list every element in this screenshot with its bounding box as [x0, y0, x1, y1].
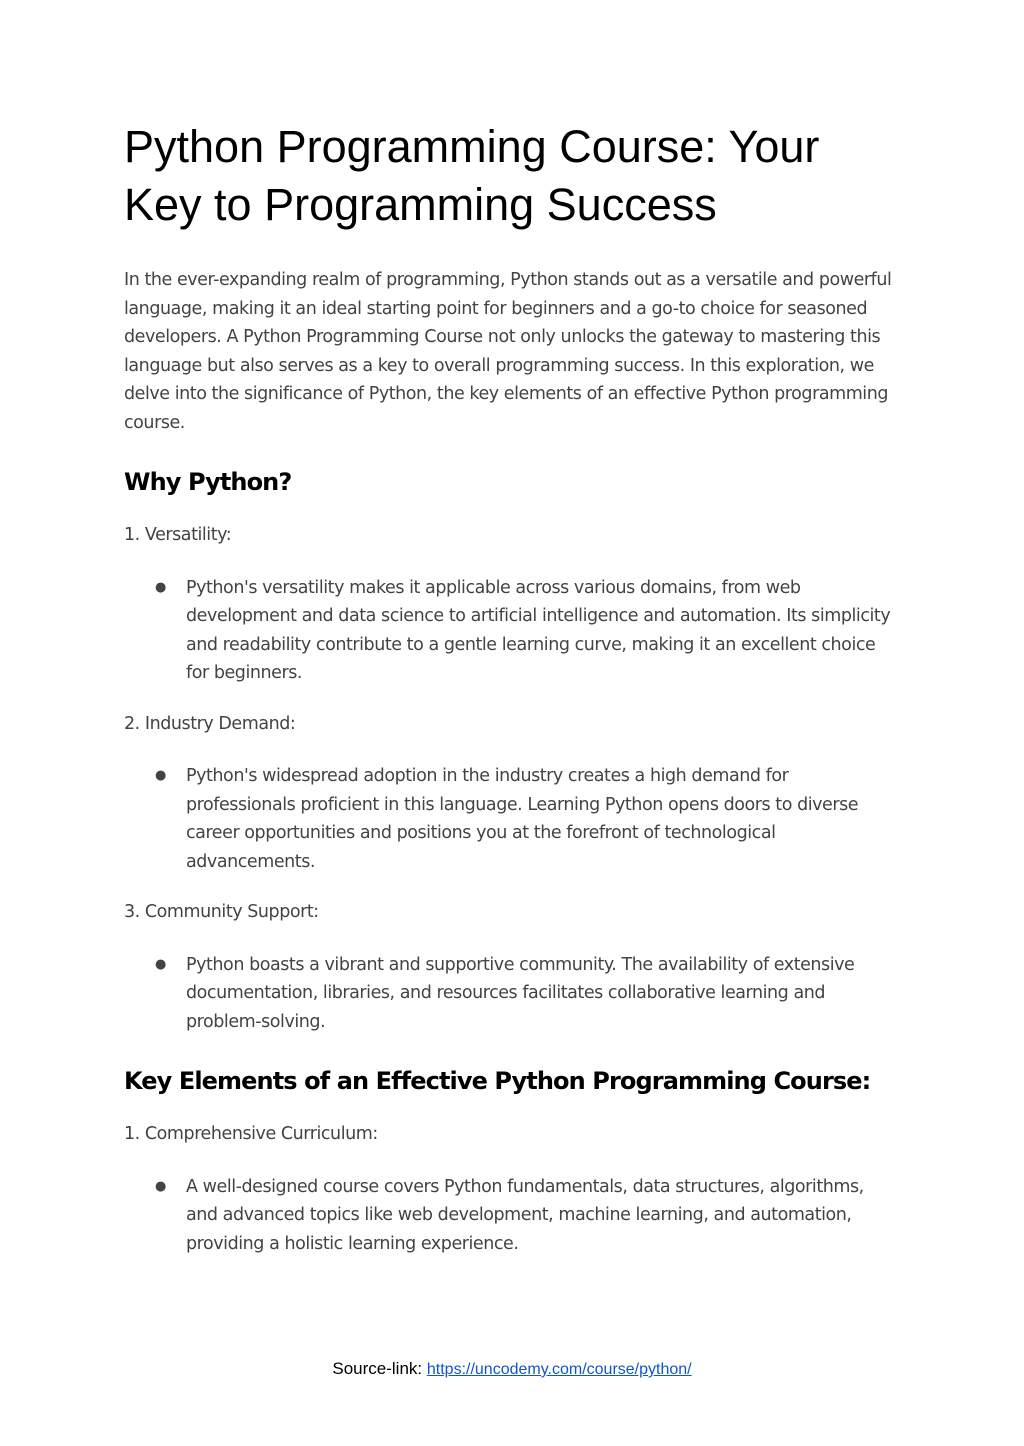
- intro-paragraph: In the ever-expanding realm of programming, Python stands out as a versatile and powerful language, making it an ideal starting point for beginners and a go-to choice for seasoned developers. A Python Programming Course not only unlocks the gateway to mastering this language but also serves as a key to overall programming success. In this exploration, we delve into the significance of Python, the key elements of an effective Python programming course.: [124, 270, 892, 433]
- bullet-list: [124, 1173, 900, 1259]
- source-link[interactable]: https://uncodemy.com/course/python/: [426, 1361, 692, 1378]
- bullet-list: [124, 762, 900, 876]
- numbered-item-community-support: 3. Community Support:: [124, 902, 319, 922]
- bullet-icon: ●: [155, 579, 166, 595]
- document-title: Python Programming Course: Your Key to Programming Success: [124, 121, 820, 230]
- list-item: [124, 762, 900, 876]
- bullet-list: [124, 574, 900, 688]
- numbered-item-versatility: 1. Versatility:: [124, 525, 232, 545]
- bullet-icon: ●: [155, 956, 166, 972]
- list-item-text: Python boasts a vibrant and supportive community. The availability of extensive documentation, libraries, and resources facilitates collaborative learning and problem-solving.: [186, 954, 855, 1032]
- section-heading-key-elements: Key Elements of an Effective Python Programming Course:: [124, 1067, 871, 1095]
- list-item: [124, 1173, 900, 1259]
- numbered-item-comprehensive-curriculum: 1. Comprehensive Curriculum:: [124, 1124, 378, 1144]
- source-label: Source-link:: [332, 1359, 423, 1378]
- bullet-list: [124, 951, 900, 1037]
- bullet-icon: ●: [155, 1178, 166, 1194]
- list-item: [124, 574, 900, 688]
- list-item-text: Python's versatility makes it applicable across various domains, from web development and data science to artificial intelligence and automation. Its simplicity and readability contribute to a gentle learning curve, making it an excellent choice for beginners.: [186, 577, 891, 683]
- document-page: [124, 118, 900, 1258]
- source-footer: [0, 1359, 1024, 1379]
- section-heading-why-python: Why Python?: [124, 468, 292, 496]
- list-item-text: A well-designed course covers Python fundamentals, data structures, algorithms, and advanced topics like web development, machine learning, and automation, providing a holistic learning experience.: [186, 1176, 864, 1254]
- list-item-text: Python's widespread adoption in the industry creates a high demand for professionals proficient in this language. Learning Python opens doors to diverse career opportunities and positions you at the forefront of technological advancements.: [186, 766, 859, 872]
- bullet-icon: ●: [155, 768, 166, 783]
- list-item: [124, 951, 900, 1037]
- numbered-item-industry-demand: 2. Industry Demand:: [124, 713, 296, 734]
